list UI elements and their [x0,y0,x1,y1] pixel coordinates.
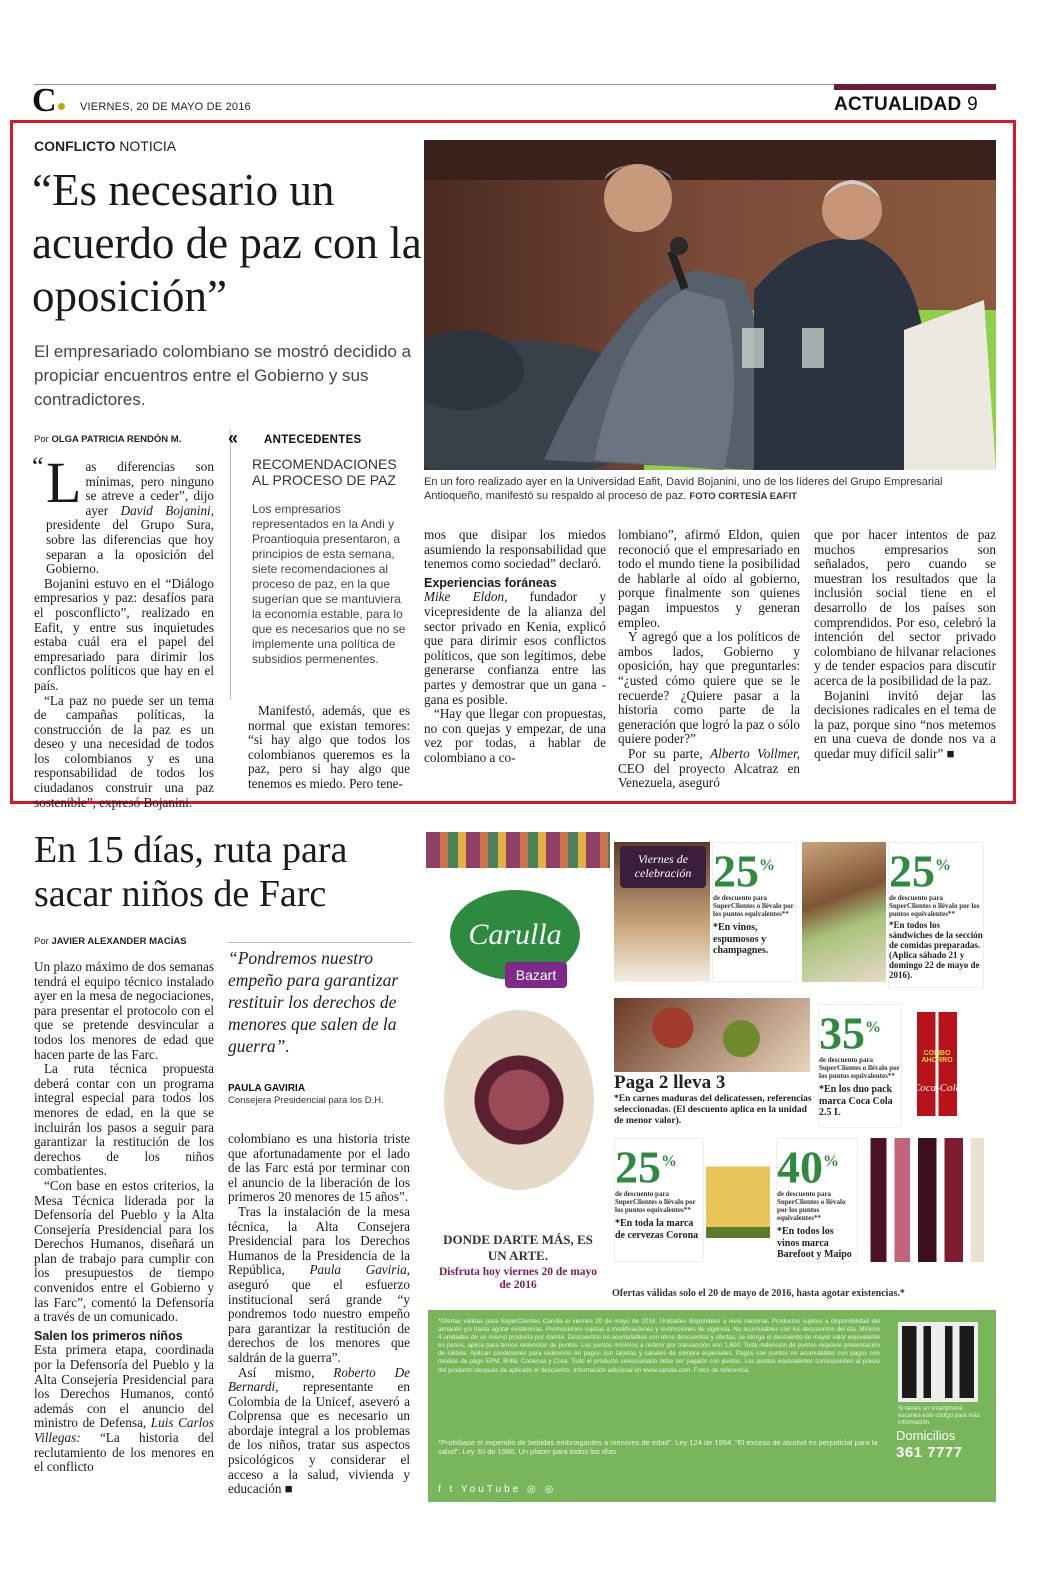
delivery-phone: 361 7777 [896,1444,963,1461]
paragraph [228,1205,410,1366]
paragraph: “Con base en estos criterios, la Mesa Técnica liderada por la Defensoría del Pueblo y la Alta Consejería Presidencial para los Derechos Humanos, diseñará un plan de trabajo para cumplir con los presupuestos de tiempo convenidos entre el Gobierno y las Farc”, comentó la Defensoría a través de un comunicado. [34,1177,214,1325]
end-mark-icon: ■ [946,745,955,761]
paragraph [814,689,996,762]
deli-image [614,998,810,1072]
paga-title: Paga 2 lleva 3 [614,1072,726,1093]
quote-mark: “ [32,452,44,481]
promo-percent [615,1139,703,1193]
article-column-5 [814,528,996,762]
paragraph: “La paz no puede ser un tema de campañas políticas, la construcción de la paz es un deseo y una necesidad de todos los colombianos y es una responsabilidad de todos los ciudadanos construir una paz sostenible”, expresó Bojanini. [34,692,214,810]
section-name: ACTUALIDAD [834,94,962,115]
article-column-1 [32,450,214,810]
promo-corona [614,1138,704,1262]
promo-coca-cola [818,1004,902,1128]
person-name: Luis Carlos Villegas: [34,1415,215,1445]
paragraph-text: fundador y vicepresidente de la alianza del sector privado en Kenia, explicó que para dirimir esos conflictos políticos, que son legítimos, debe generarse confianza entre las partes y demostrar que un gana - gana es posible. [424,589,607,707]
kicker-topic: CONFLICTO [34,138,116,154]
wine-bottles-image [860,1138,992,1262]
promo-wines [712,842,796,982]
pull-quote-role: Consejera Presidencial para los D.H. [228,1095,384,1106]
promo-percent-value: 25 [713,845,759,897]
promo-barefoot-wines [776,1138,858,1262]
photo-illustration [424,140,996,470]
byline-author: OLGA PATRICIA RENDÓN M. [51,434,182,445]
person-name: David Bojanini, [120,502,214,518]
article-kicker [34,138,176,154]
pull-quote: “Pondremos nuestro empeño para garantizar restituir los derechos de menores que salen de la guerra”. [228,942,412,1057]
paragraph [32,450,214,577]
article-byline [34,434,181,445]
paragraph-text: “La historia del reclutamiento de los menores en el conflicto [34,1430,214,1475]
sandwich-image [802,842,886,982]
qr-code-icon [898,1322,978,1402]
paragraph-text: Así mismo, [238,1364,315,1380]
article2-byline [34,936,187,947]
ad-date-note: Disfruta hoy viernes 20 de mayo de 2016 [438,1266,598,1291]
paragraph: colombiano es una historia triste que afortunadamente por el lado de las Farc está por terminar con el anuncio de la liberación de los primeros 20 menores de 15 años”. [228,1131,410,1205]
paragraph-text: Esta primera etapa, coordinada por la Defensoría del Pueblo y la Alta Consejería Presidencial para los Derechos Humanos, contó además con el anuncio del ministro de Defensa, [34,1342,214,1431]
paragraph [424,590,606,707]
person-name: Paula Gaviria, [309,1262,410,1278]
paragraph [228,1366,410,1497]
promo-percent [713,843,795,897]
article-headline: “Es necesario un acuerdo de paz con la oposición” [32,165,422,321]
article2-column-2 [228,1132,410,1497]
percent-sign-icon: % [661,1153,677,1170]
paragraph-text: representante en Colombia de la Unicef, aseveró a Colprensa que es necesario un abordaje integral a los problemas de los niños, tratar sus aspectos psicológicos y considerar el acceso a la salud, vivienda y educación [228,1379,410,1497]
combo-ahorro-badge: COMBO AHORRO [921,1050,953,1064]
promo-description: *En todos los vinos marca Barefoot y Maipo [777,1226,852,1261]
percent-sign-icon: % [823,1153,839,1170]
paga-description: *En carnes maduras del delicatessen, referencias seleccionadas. (El descuento aplica en la unidad de menor valor). [614,1094,812,1126]
section-subhead: Experiencias foráneas [424,575,557,590]
article-column-4 [618,528,800,791]
dateline: VIERNES, 20 DE MAYO DE 2016 [80,101,251,113]
delivery-label: Domicilios [896,1428,956,1443]
coca-cola-bottles-image [904,1012,970,1116]
ad-alcohol-notice: *Prohíbase el expendio de bebidas embriagantes a menores de edad”. Ley 124 de 1994. “El exceso de alcohol es perjudicial para la salud”. Ley 30 de 1986. Un placer para todos los días [438,1438,878,1456]
brand-dot-icon: ● [56,98,67,115]
brand-letter: C [32,82,57,119]
byline-prefix: Por [34,434,49,445]
ad-decorative-stripe [426,832,610,868]
section-subhead: Salen los primeros niños [34,1328,183,1343]
byline-author: JAVIER ALEXANDER MACÍAS [51,936,187,947]
paragraph: Un plazo máximo de dos semanas tendrá el equipo técnico instalado ayer en la mesa de negociaciones, para presentar el protocolo con el que se pretende desvincular a todos los menores de edad que hacen parte de las Farc. [34,959,214,1062]
ad-legal-text: *Ofertas válidas para SuperClientes Carulla el viernes 20 de mayo de 2016. Unidades disponibles a nivel nacional. Productos sujetos a disponibilidad del almacén y/o hasta agotar existencias. Promociones sujetas a modificaciones y restricciones de vigencia. No acumulables con los descuentos del día. Mínimo 4 unidades de un mismo producto por cliente. Descuentos no acumulables con otros descuentos y ofertas, se otorga el descuento de mayor valor equivalente en pesos, aplica para bonos redención de puntos. Los puntos mínimos a redimir por transacción son 1.600. Toda redención de puntos requiere presentación de cédula. Aplican condiciones para redención en pagos con tarjetas y canales de compra especiales. Pagos con puntos no acumulables con pagos con medios de pago EPM, Brilla, Codensa y Crea. Todo el producto seleccionado debe ser pagado con puntos. Los puntos equivalentes corresponden al precio del producto después de aplicado el descuento. Información adicional en www.carulla.com. Fotos de referencia. [438,1318,880,1374]
carulla-logo: Carulla [450,890,580,980]
bazart-logo: Bazart [505,962,567,988]
paragraph-text: presidente del Grupo Sura, sobre las diferencias que hoy separan a la oposición del Gobierno. [46,517,214,577]
person-name: Roberto De Bernardi, [228,1364,410,1395]
paragraph-text: aseguró que el esfuerzo institucional será grande “y pondremos todo nuestro empeño para garantizar la restitución de derechos de los menores que saldrán de la guerra”. [228,1276,410,1365]
paragraph: Bojanini estuvo en el “Diálogo empresarios y paz: desafíos para el posconflicto”, realizado en Eafit, y entre sus inquietudes estaba cuál era el papel del empresariado para dirimir los conflictos políticos que hay en el país. [34,575,214,693]
photo-credit: FOTO CORTESÍA EAFIT [689,491,798,502]
article-deck: El empresariado colombiano se mostró decidido a propiciar encuentros entre el Gobierno y sus contradictores. [34,342,412,409]
chevrons-icon: « [228,428,239,448]
paragraph [34,1343,214,1474]
viernes-badge: Viernes de celebración [620,846,706,888]
promo-fine-print: de descuento para SuperClientes o llévalo por los puntos equivalentes** [615,1190,696,1215]
promo-percent [777,1139,857,1193]
percent-sign-icon: % [759,857,775,874]
article-column-3 [424,528,606,766]
qr-note: Si tienes un smartphone, escanea este código para más información. [898,1406,980,1426]
paragraph-text: Por su parte, [628,745,703,761]
promo-fine-print: de descuento para SuperClientes o llévalo por los puntos equivalentes** [713,894,794,919]
promo-sandwiches [888,842,984,988]
sidebar-title: RECOMENDACIONES AL PROCESO DE PAZ [252,456,397,488]
promo-fine-print: de descuento para SuperClientes o llévalo por los puntos equivalentes** [819,1056,900,1081]
percent-sign-icon: % [865,1019,881,1036]
section-header [834,94,978,116]
promo-percent [889,843,983,897]
coca-cola-label: Coca-Cola [912,1082,962,1094]
promo-paga2lleva3 [614,1072,814,1128]
promo-percent-value: 40 [777,1141,823,1193]
offer-validity: Ofertas válidas solo el 20 de mayo de 2016, hasta agotar existencias.* [612,1288,905,1299]
paragraph: Y agregó que a los políticos de ambos lados, Gobierno y oposición, hay que preguntarles: “¿usted cómo quiere que se le recuerde? ¿Quiere pasar a la historia como parte de la generación que logró la paz o sólo quiere poder?” [618,629,800,747]
article-photo [424,140,996,470]
sidebar-text: Los empresarios representados en la Andi y Proantioquia presentaron, a principios de esta semana, siete recomendaciones al proceso de paz, en la que sugerían que se mantuviera la economía estable, para lo que es necesarios que no se implemente una política de subsidios permenentes. [252,502,406,666]
ad-slogan: DONDE DARTE MÁS, ES UN ARTE. [443,1232,593,1263]
promo-percent [819,1005,901,1059]
paragraph: mos que disipar los miedos asumiendo la responsabilidad que tenemos como sociedad” declaró. [424,527,606,572]
person-name: Mike Eldon, [424,589,508,605]
promo-description: *En los duo pack marca Coca Cola 2.5 L [819,1084,893,1119]
promo-percent-value: 35 [819,1007,865,1059]
promo-fine-print: de descuento para SuperClientes o llévalo por los puntos equivalentes** [777,1190,846,1223]
promo-fine-print: de descuento para SuperClientes o llévalo por los puntos equivalentes** [889,894,980,919]
paragraph: La ruta técnica propuesta deberá contar con un programa integral especial para todos los menores de edad, en la que se incluirán los pasos a seguir para garantizar la restitución de los derechos de los niños combatientes. [34,1061,214,1179]
drop-cap: L [46,450,82,515]
person-name: Alberto Vollmer, [710,745,800,761]
end-mark-icon: ■ [284,1481,293,1497]
page-number: 9 [967,94,979,115]
paragraph-text: as diferencias son mínimas, pero ninguno se atreve a ceder”, dijo ayer [85,459,214,518]
percent-sign-icon: % [935,857,951,874]
caption-text: En un foro realizado ayer en la Universidad Eafit, David Bojanini, uno de los líderes del Grupo Empresarial Antioqueño, manifestó su respaldo al proceso de paz. [424,476,943,502]
promo-description: *En todos los sándwiches de la sección de comidas preparadas. (Aplica sábado 21 y domingo 22 de mayo de 2016). [889,920,983,981]
promo-percent-value: 25 [615,1141,661,1193]
brand-logo [32,84,66,124]
kicker-type: NOTICIA [119,138,177,154]
paragraph [618,747,800,791]
article-column-2 [248,704,410,792]
sidebar-label: ANTECEDENTES [264,434,362,446]
article2-headline: En 15 días, ruta para sacar niños de Farc [34,829,348,915]
social-icons: f t YouTube ◎ ◎ [438,1484,557,1495]
paragraph: que por hacer intentos de paz muchos empresarios son señalados, pero cuando se muestran los resultados que la inclusión social tiene en el desarrollo de los países son comprendidos. Por eso, celebró la intención del sector privado colombiano de hilvanar relaciones y de tender espacios para discutir acerca de la posibilidad de la paz. [814,527,996,688]
corona-beer-image [706,1150,770,1260]
photo-caption [424,475,996,504]
paragraph-text: CEO del proyecto Alcatraz en Venezuela, aseguró [618,760,800,791]
article2-column-1 [34,960,214,1475]
byline-prefix: Por [34,936,49,947]
paragraph-text: Bojanini invitó dejar las decisiones radicales en el tema de la paz, porque sino “nos metemos en una cueva de donde nos va a quedar muy difícil salir” [814,687,996,761]
wine-illustration [444,1010,594,1190]
promo-percent-value: 25 [889,845,935,897]
paragraph-text: Tras la instalación de la mesa técnica, la Alta Consejera Presidencial para los Derechos Humanos de la Presidencia de la República, [228,1203,410,1278]
paragraph: lombiano”, afirmó Eldon, quien reconoció que el empresariado en todo el mundo tiene la posibilidad de hablarle al oído al gobierno, porque finalmente son quienes pagan impuestos y generan empleo. [618,527,800,630]
paragraph: “Hay que llegar con propuestas, no con quejas y empezar, de una vez por todas, a hablar de colombiano a co- [424,706,606,765]
paragraph: Manifestó, además, que es normal que existan temores: “si hay algo que todos los colombianos queremos es la paz, pero si hay algo que tenemos es miedo. Pero tene- [248,703,410,791]
promo-description: *En toda la marca de cervezas Corona [615,1218,699,1241]
promo-description: *En vinos, espumosos y champagnes. [713,922,769,957]
section-tab-bar [834,84,996,90]
pull-quote-author: PAULA GAVIRIA [228,1083,306,1094]
